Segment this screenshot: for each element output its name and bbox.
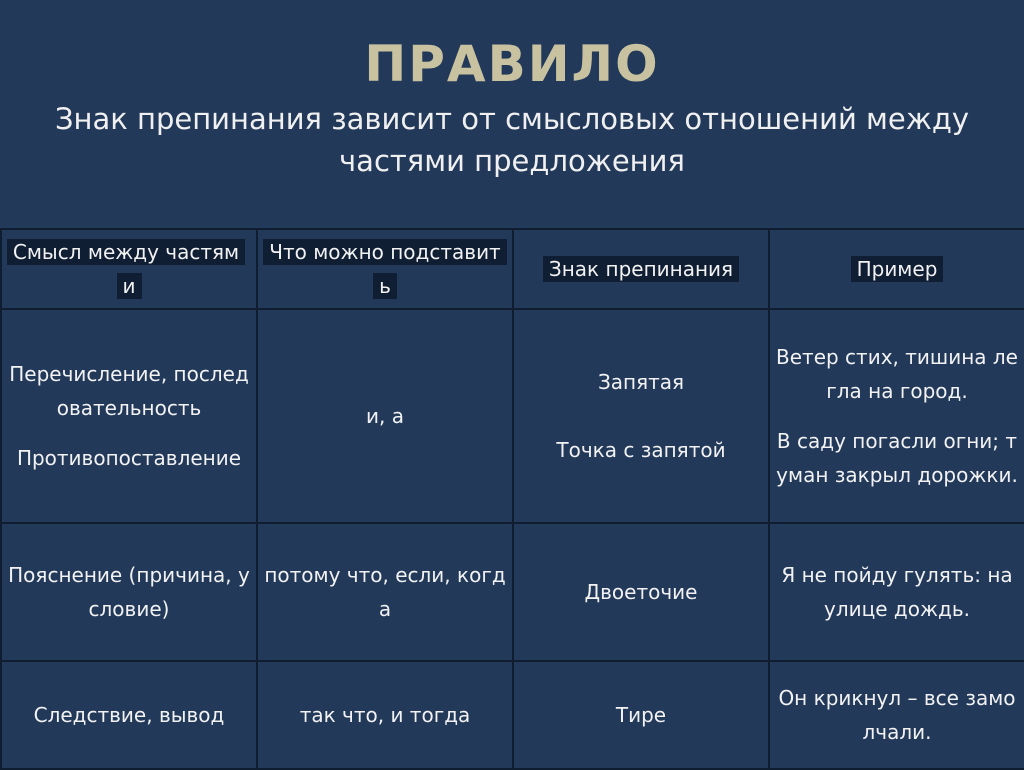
column-header-label: Что можно подставить [263,239,506,299]
cell-substitute [257,309,513,523]
cell-example [769,523,1024,661]
cell-mark [513,523,769,661]
cell-text: Точка с запятой [556,438,726,462]
subtitle-line-2: частями предложения [339,144,685,178]
cell-text: так что, и тогда [299,703,471,727]
cell-text: Пояснение (причина, условие) [8,563,250,621]
cell-text: Я не пойду гулять: на улице дождь. [781,563,1013,621]
cell-text: Перечисление, последовательность [9,362,249,420]
cell-text: Следствие, вывод [33,703,225,727]
slide-subtitle [0,98,1024,182]
cell-text: Он крикнул – все замолчали. [778,686,1016,744]
cell-mark [513,309,769,523]
slide-title: ПРАВИЛО [364,35,660,93]
subtitle-line-1: Знак препинания зависит от смысловых отношений между [54,102,970,136]
cell-text: Ветер стих, тишина легла на город. [776,345,1018,403]
cell-text: и, а [366,404,404,428]
table-header-row [1,229,1024,309]
column-header [1,229,257,309]
table-row [1,309,1024,523]
slide-header [0,0,1024,228]
column-header-label: Смысл между частями [7,239,245,299]
cell-meaning [1,523,257,661]
cell-mark [513,661,769,769]
cell-meaning [1,661,257,769]
table-row [1,661,1024,769]
column-header-label: Знак препинания [543,256,739,282]
cell-substitute [257,661,513,769]
column-header [257,229,513,309]
cell-meaning [1,309,257,523]
column-header [769,229,1024,309]
cell-text: потому что, если, когда [264,563,506,621]
cell-text: Двоеточие [584,580,698,604]
cell-text: Тире [615,703,667,727]
cell-text: В саду погасли огни; туман закрыл дорожки. [776,429,1018,487]
cell-example [769,661,1024,769]
column-header [513,229,769,309]
cell-example [769,309,1024,523]
cell-text: Противопоставление [16,446,242,470]
column-header-label: Пример [851,256,944,282]
cell-text: Запятая [597,370,685,394]
cell-substitute [257,523,513,661]
rules-table [0,228,1024,770]
table-row [1,523,1024,661]
